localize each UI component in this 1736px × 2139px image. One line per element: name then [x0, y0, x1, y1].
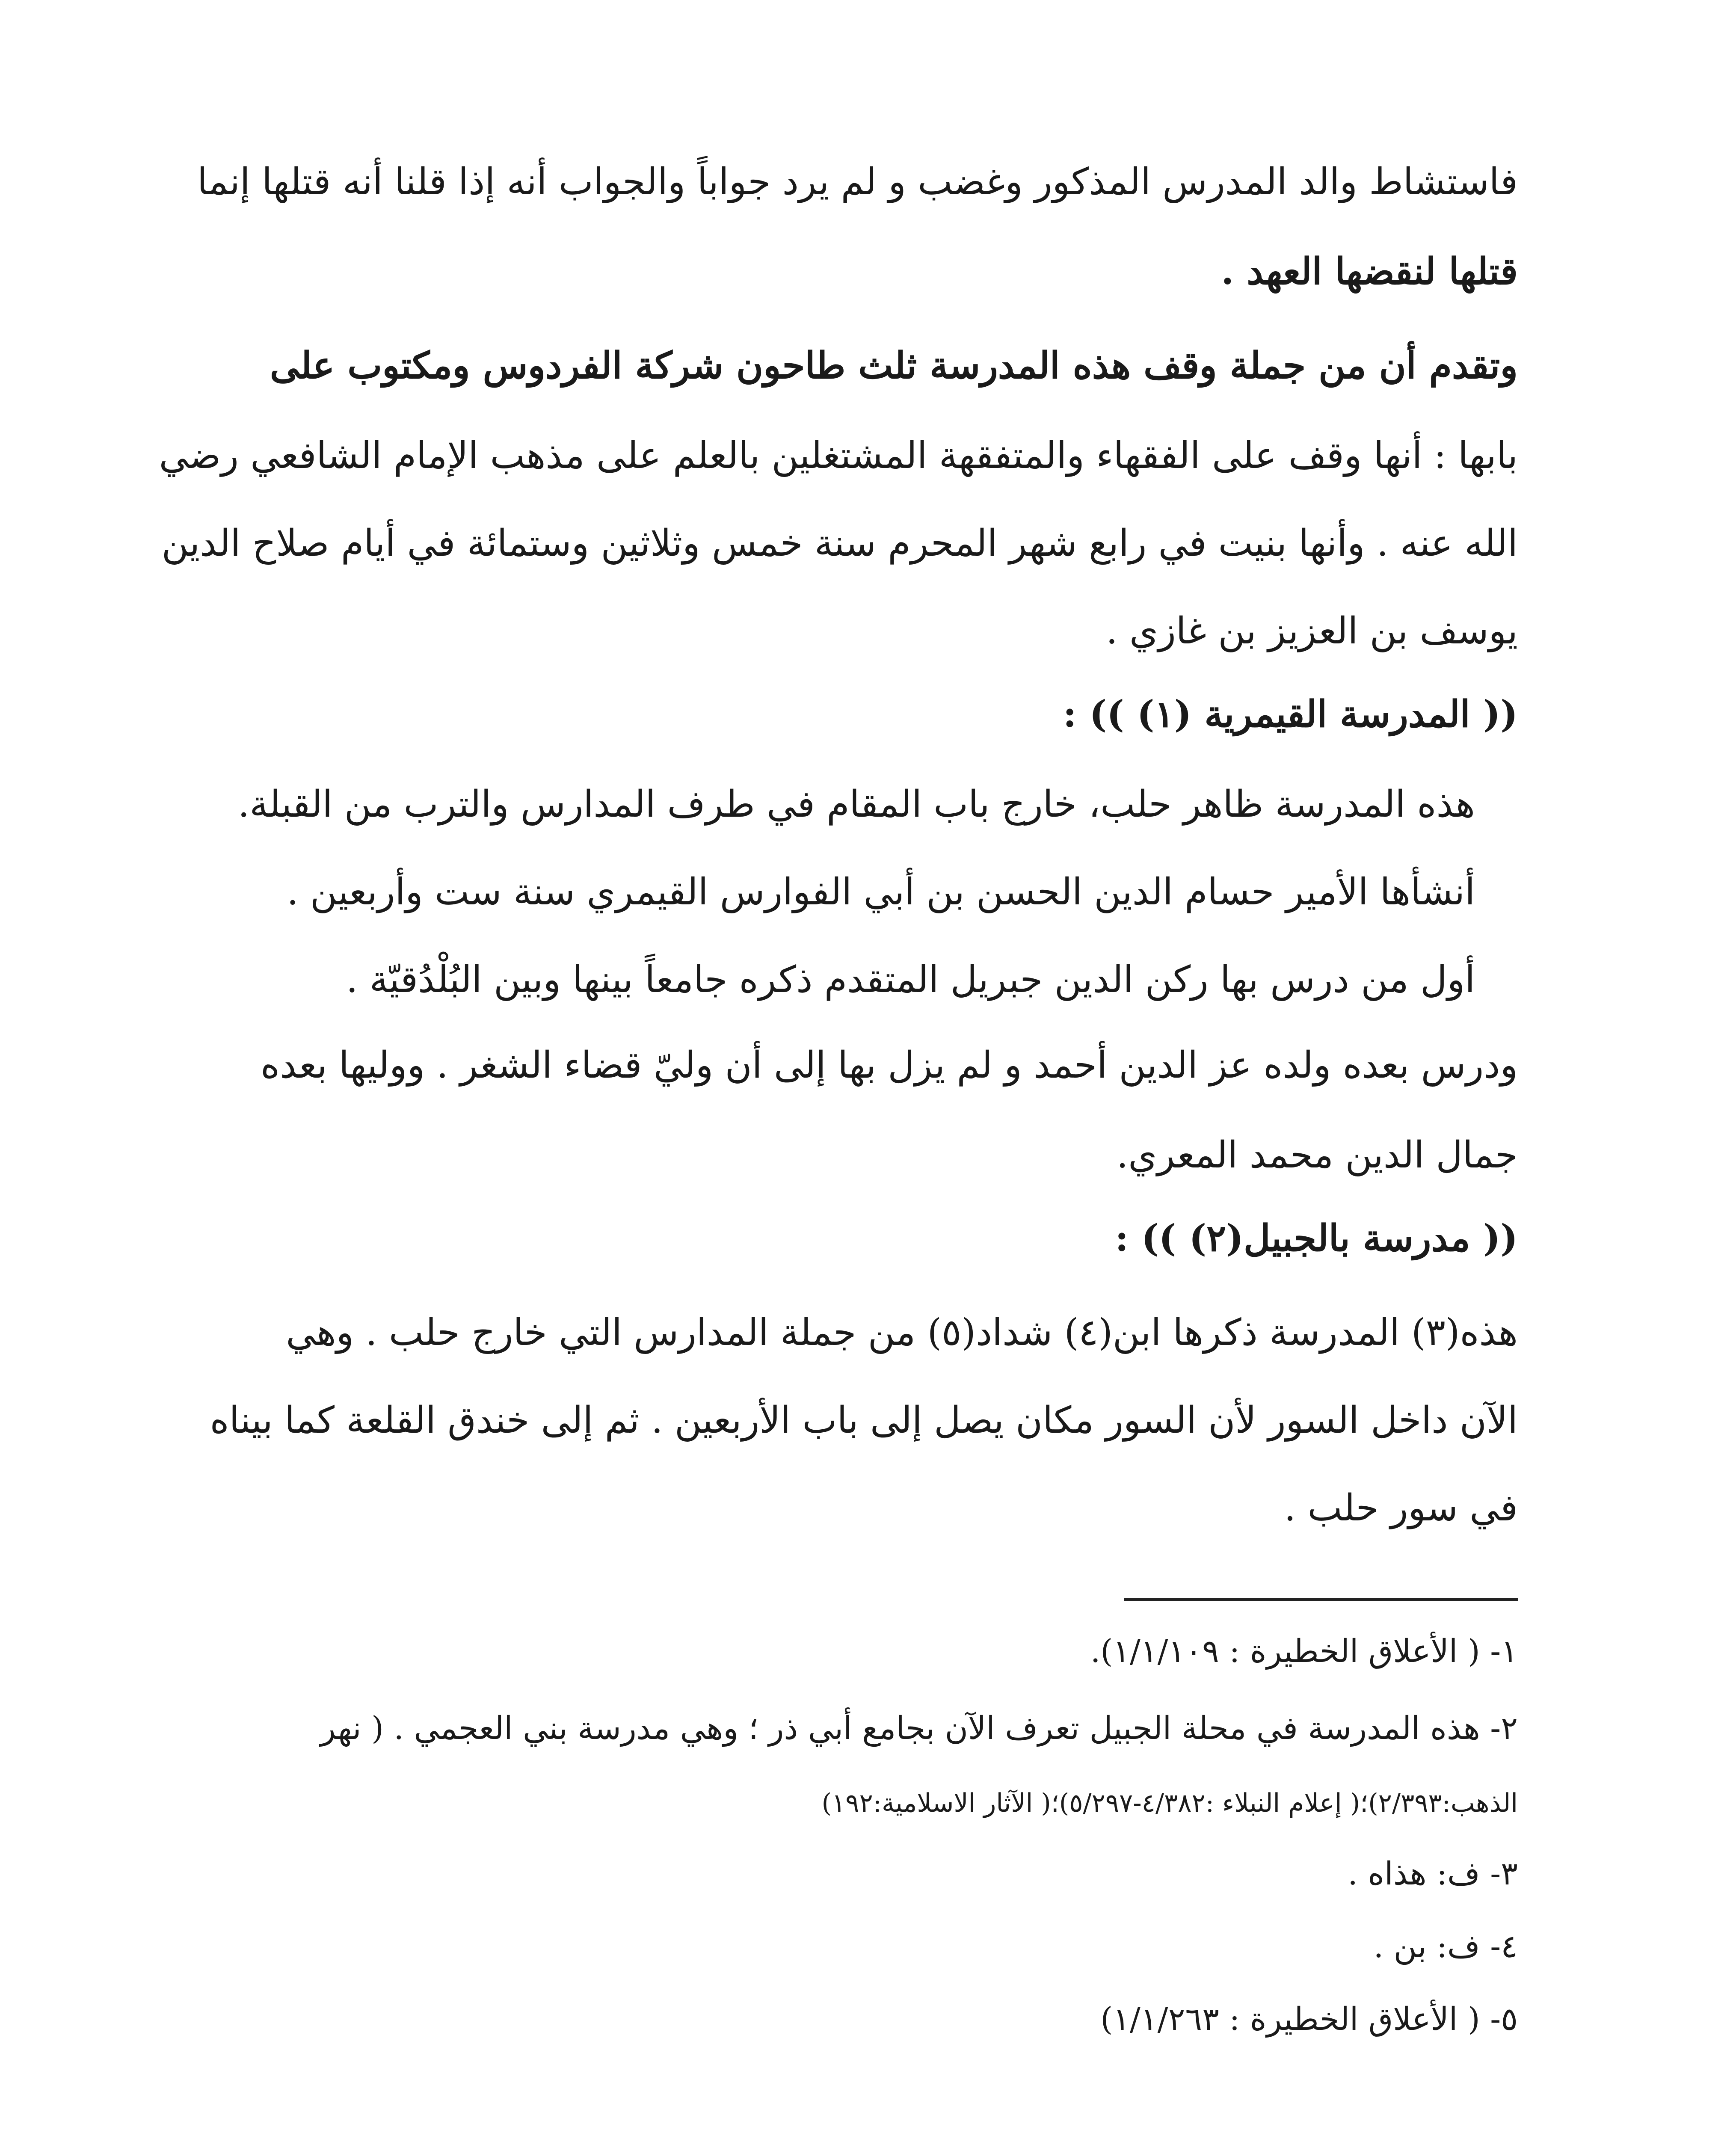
- paragraph-line: يوسف بن العزيز بن غازي .: [1106, 610, 1518, 652]
- section-line: في سور حلب .: [1284, 1487, 1518, 1529]
- section-line: هذه(٣) المدرسة ذكرها ابن(٤) شداد(٥) من جملة المدارس التي خارج حلب . وهي: [286, 1311, 1518, 1354]
- paragraph-line: الله عنه . وأنها بنيت في رابع شهر المحرم سنة خمس وثلاثين وستمائة في أيام صلاح الدين: [161, 522, 1518, 565]
- paragraph-line: وتقدم أن من جملة وقف هذه المدرسة ثلث طاحون شركة الفردوس ومكتوب على: [270, 344, 1518, 387]
- paragraph-line: بابها : أنها وقف على الفقهاء والمتفقهة المشتغلين بالعلم على مذهب الإمام الشافعي رضي: [159, 434, 1518, 477]
- footnote: ١- ( الأعلاق الخطيرة : ١/١/١٠٩).: [1090, 1633, 1518, 1670]
- footnote-divider: [1124, 1598, 1518, 1601]
- paragraph-line: فاستشاط والد المدرس المذكور وغضب و لم يرد جواباً والجواب أنه إذا قلنا أنه قتلها إنما: [197, 160, 1518, 203]
- section-line: الآن داخل السور لأن السور مكان يصل إلى باب الأربعين . ثم إلى خندق القلعة كما بيناه: [210, 1399, 1518, 1442]
- footnote: ٣- ف: هذاه .: [1348, 1855, 1518, 1892]
- section-line: أنشأها الأمير حسام الدين الحسن بن أبي الفوارس القيمري سنة ست وأربعين .: [287, 871, 1475, 913]
- section-line: جمال الدين محمد المعري.: [1116, 1134, 1518, 1176]
- section-line: ودرس بعده ولده عز الدين أحمد و لم يزل بها إلى أن وليّ قضاء الشغر . ووليها بعده: [261, 1044, 1518, 1087]
- section-heading: (( مدرسة بالجبيل(٢) )) :: [1115, 1217, 1518, 1260]
- paragraph-line: قتلها لنقضها العهد .: [1221, 250, 1518, 293]
- section-line: هذه المدرسة ظاهر حلب، خارج باب المقام في طرف المدارس والترب من القبلة.: [237, 783, 1475, 826]
- footnote: ٥- ( الأعلاق الخطيرة : ١/١/٢٦٣): [1100, 2001, 1518, 2038]
- footnote: ٤- ف: بن .: [1373, 1928, 1518, 1965]
- section-heading: (( المدرسة القيمرية (١) )) :: [1063, 693, 1518, 736]
- section-line: أول من درس بها ركن الدين جبريل المتقدم ذكره جامعاً بينها وبين البُلْدُقيّة .: [346, 958, 1475, 1001]
- footnote: ٢- هذه المدرسة في محلة الجبيل تعرف الآن بجامع أبي ذر ؛ وهي مدرسة بني العجمي . ( نهر: [320, 1710, 1518, 1747]
- footnote: الذهب:٢/٣٩٣)؛( إعلام النبلاء :٤/٣٨٢-٥/٢٩٧)؛( الآثار الاسلامية:١٩٢): [821, 1788, 1518, 1818]
